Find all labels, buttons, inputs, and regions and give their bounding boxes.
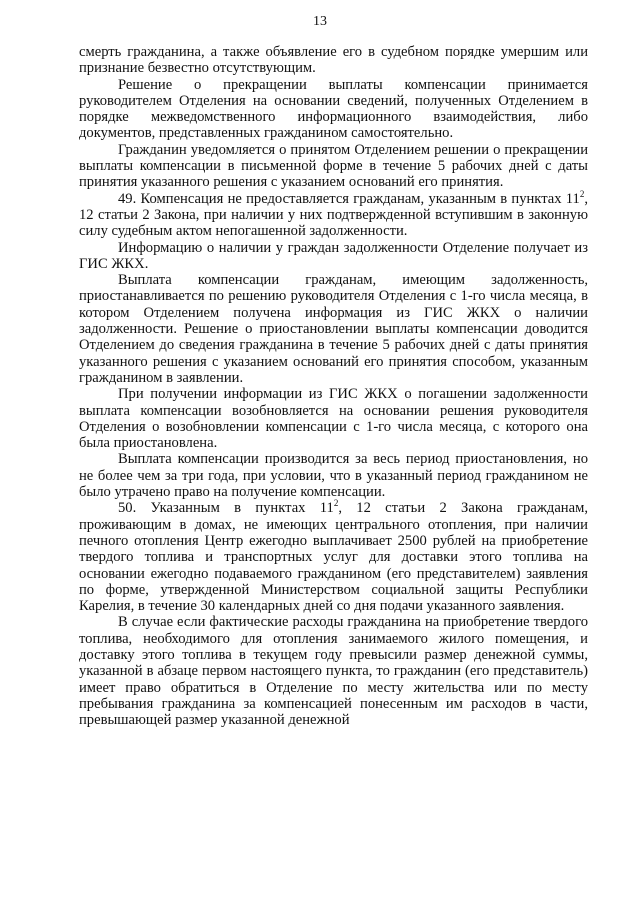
paragraph-continuation: смерть гражданина, а также объявление его в судебном порядке умершим или признание безвестно отсутствующим. <box>79 44 588 77</box>
paragraph-notification: Гражданин уведомляется о принятом Отделением решении о прекращении выплаты компенсации в письменной форме в течение 5 рабочих дней с даты принятия указанного решения с указанием оснований его принятия. <box>79 141 588 191</box>
item-49-text-start: 49. Компенсация не предоставляется гражданам, указанным в пунктах 11 <box>118 190 580 207</box>
paragraph-actual-expenses: В случае если фактические расходы гражданина на приобретение твердого топлива, необходимого для отопления занимаемого жилого помещения, и доставку этого топлива в текущем году превысили размер денежной суммы, указанной в абзаце первом настоящего пункта, то гражданин (его представитель) имеет право обратиться в Отделение по месту жительства или по месту пребывания гражданина за компенсацией понесенным им расходов в части, превышающей размер указанной денежной <box>79 614 588 729</box>
paragraph-debt-information: Информацию о наличии у граждан задолженности Отделение получает из ГИС ЖКХ. <box>79 239 588 272</box>
item-50-text-end: , 12 статьи 2 Закона гражданам, проживающим в домах, не имеющих центрального отопления, при наличии печного отопления Центр ежегодно выплачивает 2500 рублей на приобретение твердого топлива и транспортных услуг для доставки этого топлива на основании ежегодно подаваемого гражданином (его представителем) заявления по форме, утвержденной Министерством социальной защиты Республики Карелия, в течение 30 календарных дней со дня подачи указанного заявления. <box>79 500 588 615</box>
paragraph-item-50 <box>79 500 588 614</box>
paragraph-item-49 <box>79 188 588 240</box>
item-49-text-end: , 12 статьи 2 Закона, при наличии у них подтвержденной вступившим в законную силу судебным актом непогашенной задолженности. <box>79 190 588 240</box>
paragraph-resumption: При получении информации из ГИС ЖКХ о погашении задолженности выплата компенсации возобновляется на основании решения руководителя Отделения о возобновлении компенсации с 1-го числа месяца, с которого она была приостановлена. <box>79 386 588 452</box>
page-number: 13 <box>313 14 327 29</box>
item-50-text-start: 50. Указанным в пунктах 11 <box>118 500 334 517</box>
paragraph-termination-decision: Решение о прекращении выплаты компенсации принимается руководителем Отделения на основании сведений, полученных Отделением в порядке межведомственного информационного взаимодействия, либо документов, представленных гражданином самостоятельно. <box>79 76 588 142</box>
document-body <box>79 44 588 728</box>
item-49-superscript: 2 <box>579 188 585 199</box>
item-50-superscript: 2 <box>333 498 339 509</box>
paragraph-suspension: Выплата компенсации гражданам, имеющим задолженность, приостанавливается по решению руководителя Отделения с 1-го числа месяца, в котором Отделением получена информация из ГИС ЖКХ о наличии задолженности. Решение о приостановлении выплаты компенсации доводится Отделением до сведения гражданина в течение 5 рабочих дней с даты принятия указанного решения с указанием оснований его принятия способом, указанным гражданином в заявлении. <box>79 272 588 386</box>
paragraph-payment-period: Выплата компенсации производится за весь период приостановления, но не более чем за три года, при условии, что в указанный период гражданином не было утрачено право на получение компенсации. <box>79 451 588 501</box>
